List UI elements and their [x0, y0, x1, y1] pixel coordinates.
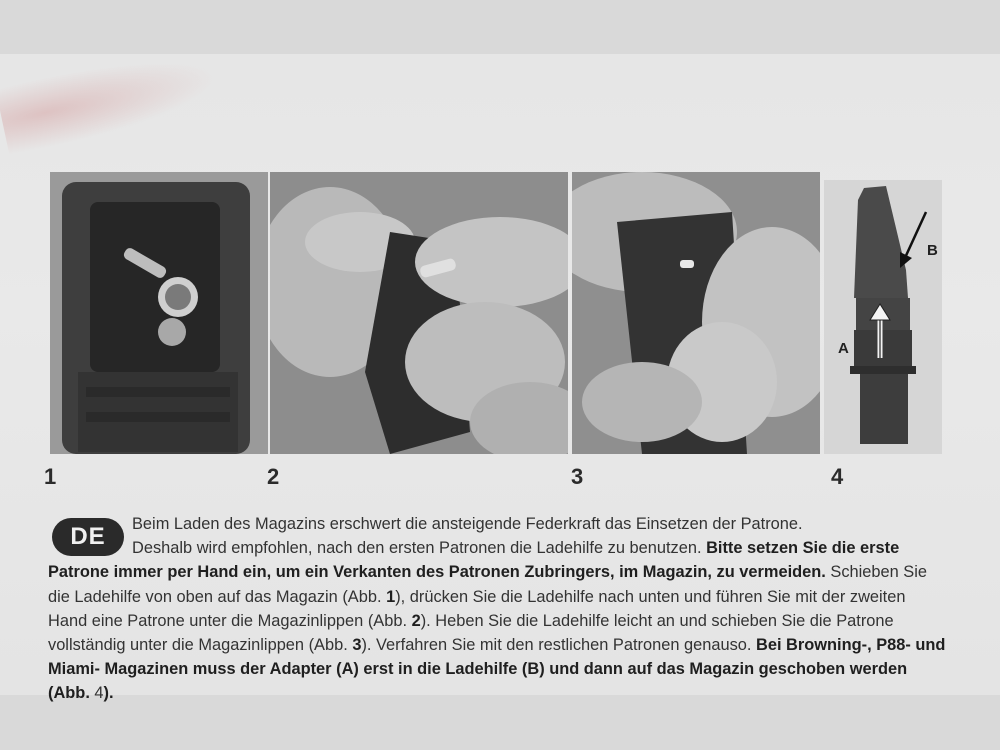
light-glare [0, 42, 225, 156]
photo-step-1 [50, 172, 268, 454]
instruction-warning: Bitte setzen Sie die erste Patrone immer per Hand ein, um ein Verkanten des Patronen Zubringers, im Magazin, zu vermeiden. [48, 539, 900, 582]
adapter-note: Bei Browning-, P88- und Miami- Magazinen muss der Adapter (A) erst in die Ladehilfe (B) und dann auf das Magazin geschoben werden (Abb. [48, 636, 946, 703]
adapter-note-end: ). [103, 684, 114, 703]
label-a: A [838, 340, 849, 357]
hands-push-image [572, 172, 820, 454]
instruction-sentence-2: Deshalb wird empfohlen, nach den ersten Patronen die Ladehilfe zu benutzen. [132, 539, 702, 558]
step-number-2: 2 [267, 464, 280, 489]
hands-insert-image [270, 172, 568, 454]
instruction-step-c: ). Heben Sie die Ladehilfe leicht an und schieben Sie die Patrone vollständig unter die Magazinlippen (Abb. [48, 611, 894, 655]
photo-step-2 [270, 172, 568, 454]
instruction-step-a: Schieben Sie die Ladehilfe von oben auf das Magazin (Abb. [48, 563, 927, 606]
figure-ref-1: 1 [386, 587, 396, 606]
figure-ref-2: 2 [411, 611, 421, 630]
photo-step-4 [824, 180, 942, 454]
step-number-3: 3 [571, 464, 584, 489]
figure-ref-4: 4 [89, 684, 104, 703]
step-number-4: 4 [831, 464, 844, 489]
language-badge: DE [52, 518, 124, 556]
photo-step-3 [572, 172, 820, 454]
instruction-sentence-1: Beim Laden des Magazins erschwert die ansteigende Federkraft das Einsetzen der Patrone. [132, 515, 803, 533]
instruction-step-d: ). Verfahren Sie mit den restlichen Patronen genauso. [361, 636, 752, 655]
figure-ref-3: 3 [352, 636, 362, 655]
step-number-1: 1 [44, 464, 57, 489]
manual-page [0, 54, 1000, 703]
label-b: B [927, 242, 938, 259]
adapter-diagram-image [824, 180, 942, 454]
instruction-step-b: ), drücken Sie die Ladehilfe nach unten und führen Sie mit der zweiten Hand eine Patrone unter die Magazinlippen (Abb. [48, 587, 906, 630]
loader-top-image [50, 172, 268, 454]
instructions-text [48, 512, 948, 706]
